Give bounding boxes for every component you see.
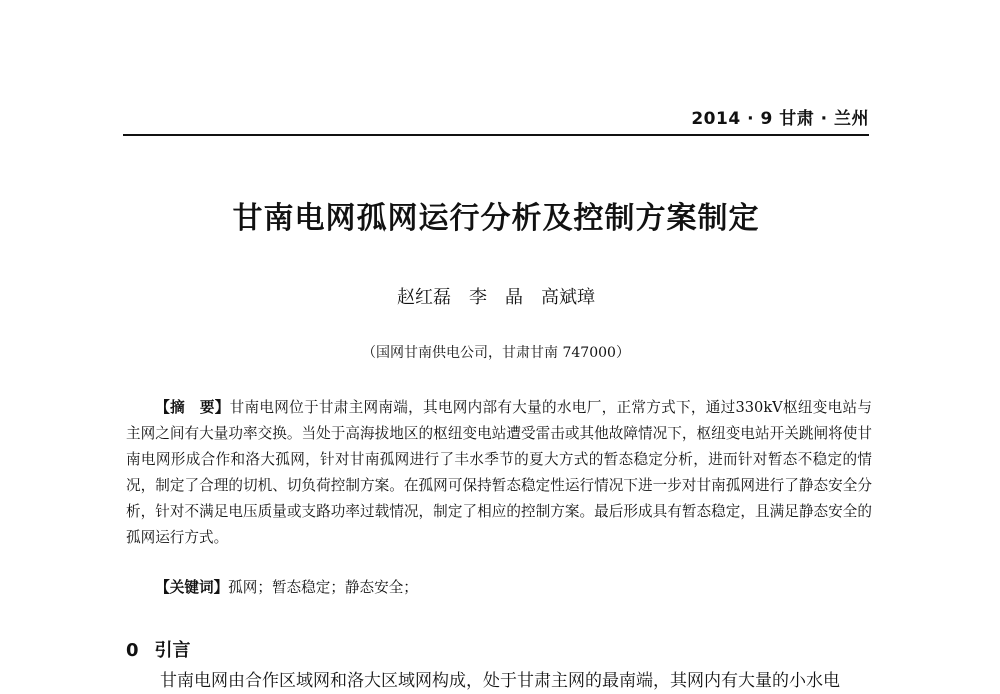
abstract-text: 甘南电网位于甘肃主网南端，其电网内部有大量的水电厂，正常方式下，通过330kV枢纽变电站与主网之间有大量功率交换。当处于高海拔地区的枢纽变电站遭受雷击或其他故障情况下，枢纽变电站开关跳闸将使甘南电网形成合作和洛大孤网，针对甘南孤网进行了丰水季节的夏大方式的暂态稳定分析，进而针对暂态不稳定的情况，制定了合理的切机、切负荷控制方案。在孤网可保持暂态稳定性运行情况下进一步对甘南孤网进行了静态安全分析，针对不满足电压质量或支路功率过载情况，制定了相应的控制方案。最后形成具有暂态稳定，且满足静态安全的孤网运行方式。: [126, 399, 872, 546]
journal-header: 2014 · 9 甘肃 · 兰州: [691, 109, 869, 129]
section-number: 0: [126, 640, 139, 661]
keywords-label: 【关键词】: [155, 579, 229, 596]
body-text-line: 甘南电网由合作区域网和洛大区域网构成，处于甘肃主网的最南端，其网内有大量的小水电: [160, 671, 840, 691]
abstract: [126, 395, 872, 551]
keywords-text: 孤网；暂态稳定；静态安全；: [228, 579, 418, 596]
section-title: 引言: [154, 640, 191, 661]
authors: 赵红磊 李 晶 高斌璋: [397, 287, 595, 308]
abstract-label: 【摘 要】: [155, 399, 230, 416]
paper-title: 甘南电网孤网运行分析及控制方案制定: [232, 201, 760, 236]
header-rule: [123, 134, 869, 136]
section-heading: [126, 636, 191, 662]
keywords: [126, 575, 872, 601]
affiliation: （国网甘南供电公司，甘肃甘南 747000）: [362, 345, 630, 361]
